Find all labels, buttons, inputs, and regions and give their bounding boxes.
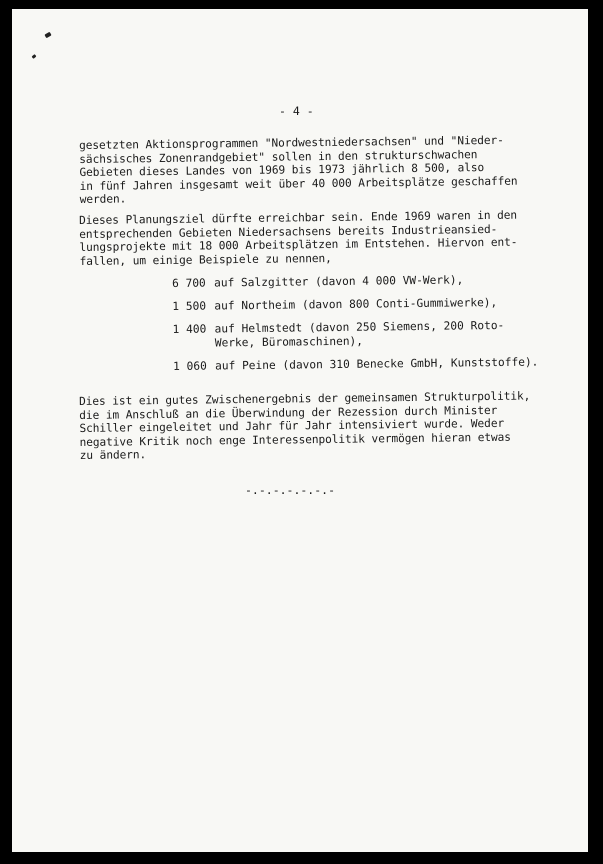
item-amount: 6 700: [172, 276, 206, 290]
list-item: [173, 355, 538, 373]
item-amount: 1 500: [172, 299, 207, 314]
list-item: [172, 273, 537, 291]
item-amount: 1 400: [172, 322, 207, 337]
item-text: auf Helmstedt (davon 250 Siemens, 200 Roto- Werke, Büromaschinen),: [214, 319, 505, 350]
examples-list: [172, 273, 539, 383]
list-item: [172, 296, 537, 314]
page-number: - 4 -: [279, 104, 314, 118]
document-page: [12, 9, 588, 852]
paragraph-1: gesetzten Aktionsprogrammen "Nordwestniedersachsen" und "Nieder- sächsisches Zonenrandgebiet" sollen in den strukturschwachen Gebieten dieses Landes von 1969 bis 1973 jährlich 8 500, also in fünf Jahren insgesamt weit über 40 000 Arbeitsplätze geschaffen werden.: [79, 133, 518, 207]
list-item: [173, 319, 539, 351]
paragraph-3: Dies ist ein gutes Zwischenergebnis der gemeinsamen Strukturpolitik, die im Anschluß an die Überwindung der Rezession durch Minister Schiller eingeleitet und Jahr für Jahr intensiviert wurde. Weder negative Kritik noch enge Interessenpolitik vermögen hieran etwas zu ändern.: [79, 389, 531, 463]
item-text: auf Peine (davon 310 Benecke GmbH, Kunststoffe).: [215, 355, 539, 373]
scan-mark: [44, 32, 51, 38]
item-text: auf Northeim (davon 800 Conti-Gummiwerke),: [214, 296, 498, 313]
paragraph-2: Dieses Planungsziel dürfte erreichbar sein. Ende 1969 waren in den entsprechenden Gebieten Niedersachsens bereits Industrieansied- lungsprojekte mit 18 000 Arbeitsplätzen im Entstehen. Hiervon ent- fallen, um einige Beispiele zu nennen,: [79, 208, 518, 268]
item-amount: 1 060: [173, 359, 207, 373]
separator-line: -.-.-.-.-.-.-: [245, 483, 336, 497]
scan-mark: [32, 54, 37, 59]
item-text: auf Salzgitter (davon 4 000 VW-Werk),: [213, 273, 464, 290]
